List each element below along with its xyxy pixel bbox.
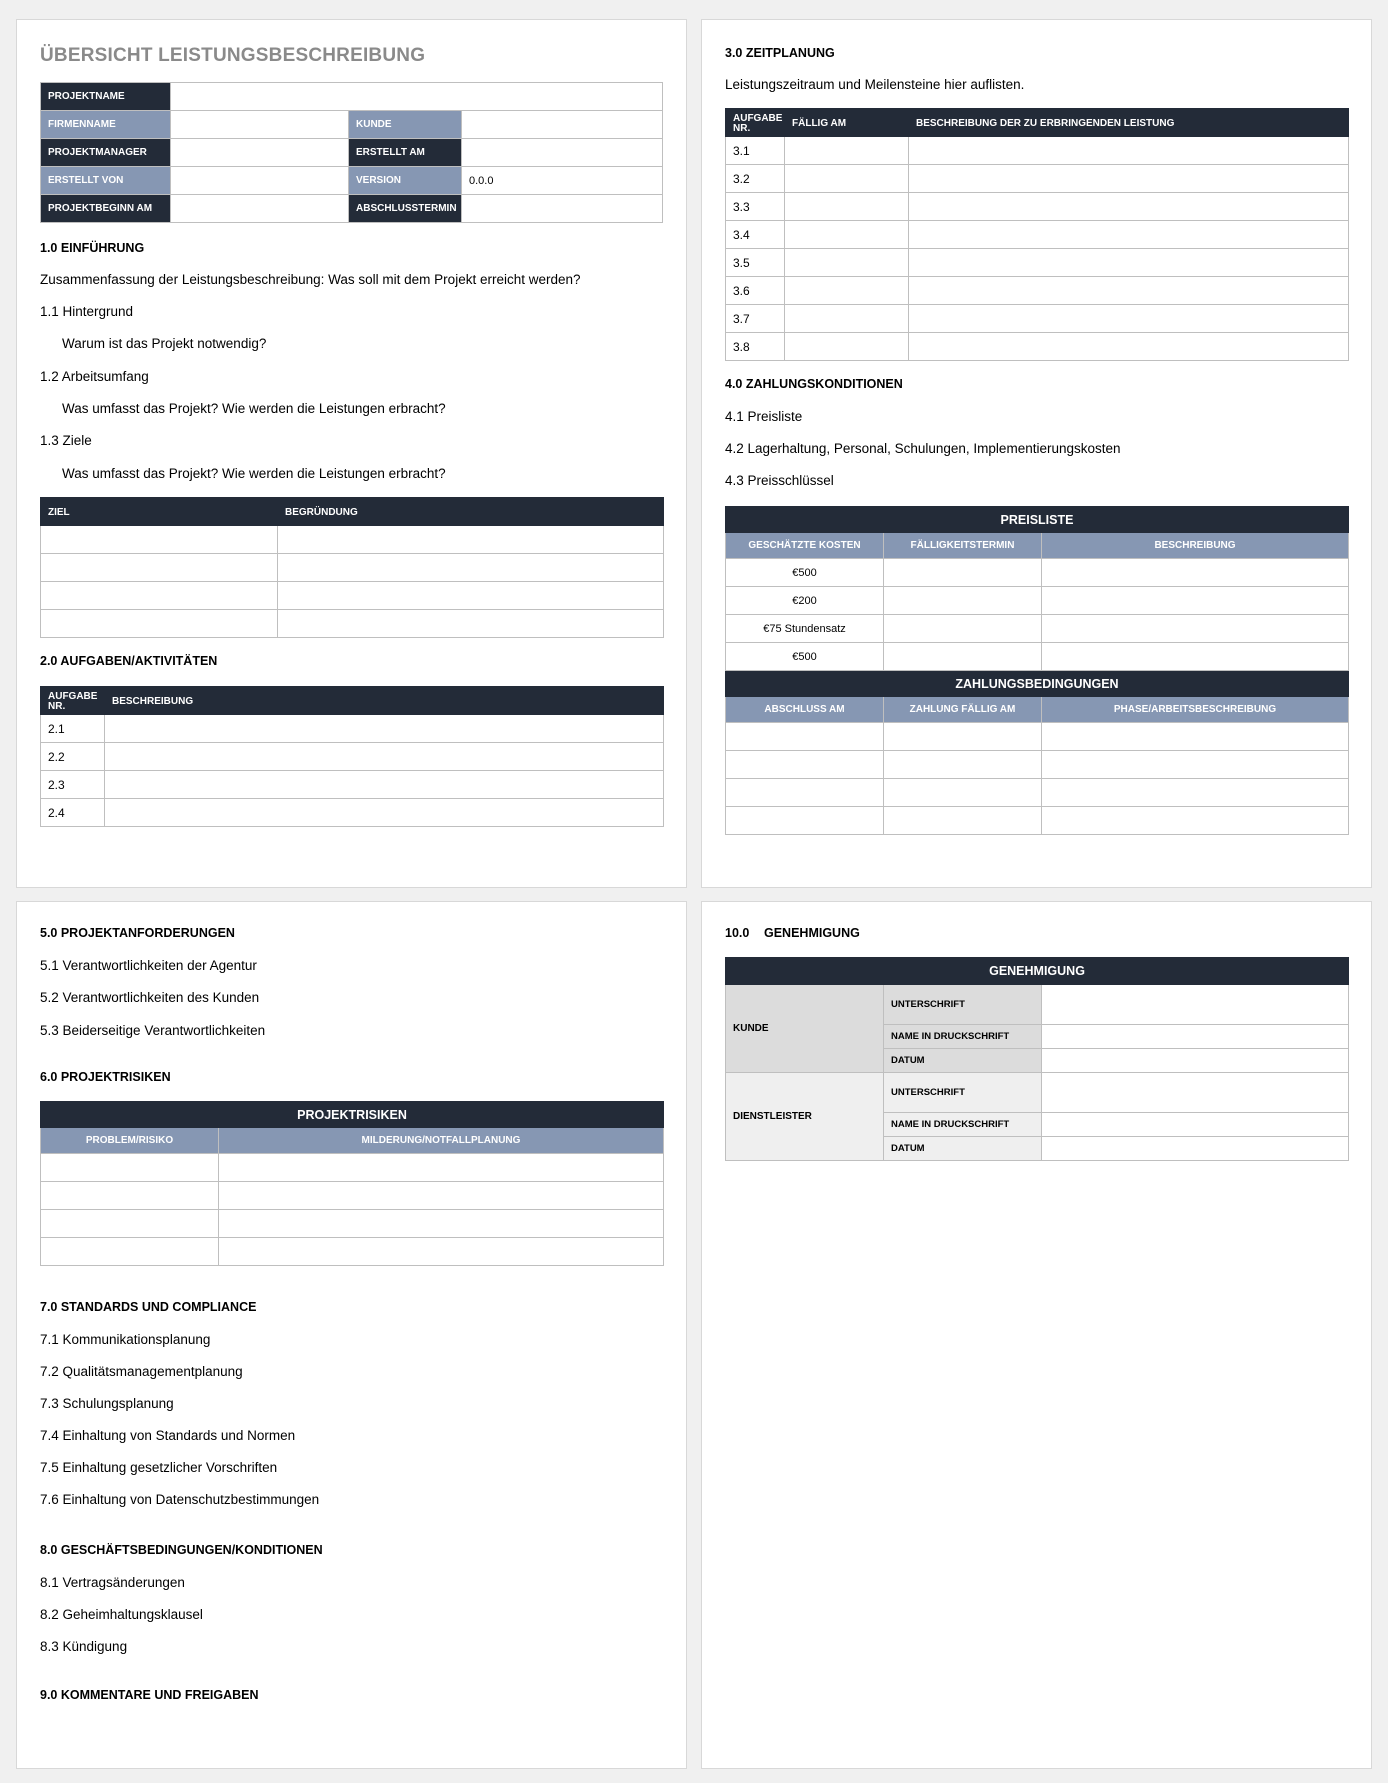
section-1-1-heading: 1.1 Hintergrund (40, 304, 134, 319)
risk-cell[interactable] (219, 1210, 664, 1238)
schedule-cell[interactable] (909, 305, 1349, 333)
schedule-cell[interactable] (909, 193, 1349, 221)
price-cell[interactable] (884, 615, 1042, 643)
price-cell[interactable] (1042, 615, 1349, 643)
section-4-3-heading: 4.3 Preisschlüssel (725, 473, 834, 488)
kunde-date-field[interactable] (1042, 1049, 1349, 1073)
section-1-2-heading: 1.2 Arbeitsumfang (40, 369, 149, 384)
tasks-table (40, 686, 664, 827)
task-description[interactable] (105, 715, 664, 743)
section-10-number: 10.0 (725, 926, 750, 940)
price-cell[interactable] (884, 643, 1042, 671)
section-5-1: 5.1 Verantwortlichkeiten der Agentur (40, 958, 257, 973)
section-2-heading: 2.0 AUFGABEN/AKTIVITÄTEN (40, 654, 218, 668)
schedule-cell[interactable] (785, 221, 909, 249)
task-number: 2.2 (41, 743, 105, 771)
label-erstellt-am: ERSTELLT AM (349, 139, 462, 167)
label-kunde: KUNDE (349, 111, 462, 139)
goals-cell[interactable] (41, 582, 278, 610)
schedule-cell[interactable] (785, 165, 909, 193)
section-7-item: 7.3 Schulungsplanung (40, 1396, 174, 1411)
payment-cell[interactable] (884, 779, 1042, 807)
section-3-text: Leistungszeitraum und Meilensteine hier auflisten. (725, 77, 1025, 92)
schedule-cell[interactable] (785, 333, 909, 361)
section-1-heading: 1.0 EINFÜHRUNG (40, 241, 145, 255)
risk-col-problem: PROBLEM/RISIKO (41, 1128, 219, 1154)
version-field[interactable]: 0.0.0 (462, 167, 663, 195)
schedule-cell[interactable] (909, 221, 1349, 249)
schedule-number: 3.6 (726, 277, 785, 305)
kunde-name-field[interactable] (1042, 1025, 1349, 1049)
price-col-termin: FÄLLIGKEITSTERMIN (884, 533, 1042, 559)
price-col-beschreibung: BESCHREIBUNG (1042, 533, 1349, 559)
price-cell[interactable] (1042, 643, 1349, 671)
label-name-druckschrift: NAME IN DRUCKSCHRIFT (884, 1025, 1042, 1049)
price-value: €500 (726, 643, 884, 671)
section-7-item: 7.1 Kommunikationsplanung (40, 1332, 211, 1347)
schedule-number: 3.7 (726, 305, 785, 333)
approval-party-dienstleister: DIENSTLEISTER (726, 1073, 884, 1161)
section-1-3-text: Was umfasst das Projekt? Wie werden die Leistungen erbracht? (62, 466, 446, 481)
section-1-2-text: Was umfasst das Projekt? Wie werden die Leistungen erbracht? (62, 401, 446, 416)
schedule-number: 3.4 (726, 221, 785, 249)
payment-cell[interactable] (884, 807, 1042, 835)
schedule-col-nr: AUFGABE NR. (726, 109, 785, 137)
payment-col-phase: PHASE/ARBEITSBESCHREIBUNG (1042, 697, 1349, 723)
price-table (725, 506, 1349, 835)
section-8-item: 8.1 Vertragsänderungen (40, 1575, 185, 1590)
goals-cell[interactable] (278, 610, 664, 638)
price-value: €200 (726, 587, 884, 615)
label-unterschrift: UNTERSCHRIFT (884, 985, 1042, 1025)
payment-col-abschluss: ABSCHLUSS AM (726, 697, 884, 723)
risk-table-title: PROJEKTRISIKEN (41, 1102, 664, 1128)
schedule-cell[interactable] (785, 249, 909, 277)
risk-cell[interactable] (219, 1182, 664, 1210)
goals-cell[interactable] (41, 554, 278, 582)
project-info-table (40, 82, 663, 223)
risk-cell[interactable] (41, 1238, 219, 1266)
section-6-heading: 6.0 PROJEKTRISIKEN (40, 1070, 171, 1084)
payment-col-zahlung: ZAHLUNG FÄLLIG AM (884, 697, 1042, 723)
kunde-signature-field[interactable] (1042, 985, 1349, 1025)
section-5-3: 5.3 Beiderseitige Verantwortlichkeiten (40, 1023, 266, 1038)
price-value: €75 Stundensatz (726, 615, 884, 643)
schedule-col-faellig: FÄLLIG AM (785, 109, 909, 137)
goals-col-ziel: ZIEL (41, 498, 278, 526)
goals-cell[interactable] (278, 526, 664, 554)
dienstleister-signature-field[interactable] (1042, 1073, 1349, 1113)
payment-cell[interactable] (1042, 807, 1349, 835)
section-1-text: Zusammenfassung der Leistungsbeschreibung: Was soll mit dem Projekt erreicht werden? (40, 272, 581, 287)
label-unterschrift: UNTERSCHRIFT (884, 1073, 1042, 1113)
goals-cell[interactable] (41, 526, 278, 554)
task-description[interactable] (105, 799, 664, 827)
label-name-druckschrift: NAME IN DRUCKSCHRIFT (884, 1113, 1042, 1137)
approval-party-kunde: KUNDE (726, 985, 884, 1073)
price-value: €500 (726, 559, 884, 587)
task-description[interactable] (105, 743, 664, 771)
section-9-heading: 9.0 KOMMENTARE UND FREIGABEN (40, 1688, 259, 1702)
approval-table-title: GENEHMIGUNG (726, 958, 1349, 985)
schedule-cell[interactable] (785, 277, 909, 305)
payment-table-title: ZAHLUNGSBEDINGUNGEN (726, 671, 1349, 697)
goals-table (40, 497, 664, 638)
goals-col-begruendung: BEGRÜNDUNG (278, 498, 664, 526)
schedule-cell[interactable] (909, 333, 1349, 361)
section-1-3-heading: 1.3 Ziele (40, 433, 92, 448)
task-number: 2.3 (41, 771, 105, 799)
price-col-kosten: GESCHÄTZTE KOSTEN (726, 533, 884, 559)
section-5-heading: 5.0 PROJEKTANFORDERUNGEN (40, 926, 235, 940)
section-7-item: 7.5 Einhaltung gesetzlicher Vorschriften (40, 1460, 278, 1475)
schedule-cell[interactable] (909, 137, 1349, 165)
schedule-col-beschreibung: BESCHREIBUNG DER ZU ERBRINGENDEN LEISTUNG (909, 109, 1349, 137)
payment-cell[interactable] (1042, 723, 1349, 751)
tasks-col-nr: AUFGABE NR. (41, 687, 105, 715)
document-page-1 (16, 19, 687, 888)
goals-cell[interactable] (41, 610, 278, 638)
document-page-2 (701, 19, 1372, 888)
section-7-item: 7.2 Qualitätsmanagementplanung (40, 1364, 243, 1379)
firmenname-field[interactable] (171, 111, 349, 139)
schedule-number: 3.3 (726, 193, 785, 221)
erstellt-von-field[interactable] (171, 167, 349, 195)
price-table-title: PREISLISTE (726, 507, 1349, 533)
price-cell[interactable] (884, 587, 1042, 615)
payment-cell[interactable] (726, 751, 884, 779)
section-7-item: 7.4 Einhaltung von Standards und Normen (40, 1428, 296, 1443)
goals-cell[interactable] (278, 554, 664, 582)
payment-cell[interactable] (1042, 751, 1349, 779)
schedule-table (725, 108, 1349, 361)
payment-cell[interactable] (1042, 779, 1349, 807)
dienstleister-name-field[interactable] (1042, 1113, 1349, 1137)
section-8-item: 8.3 Kündigung (40, 1639, 128, 1654)
label-projektbeginn: PROJEKTBEGINN AM (41, 195, 171, 223)
erstellt-am-field[interactable] (462, 139, 663, 167)
risk-cell[interactable] (41, 1154, 219, 1182)
label-datum: DATUM (884, 1049, 1042, 1073)
projektmanager-field[interactable] (171, 139, 349, 167)
section-8-heading: 8.0 GESCHÄFTSBEDINGUNGEN/KONDITIONEN (40, 1543, 323, 1557)
schedule-cell[interactable] (785, 305, 909, 333)
task-number: 2.1 (41, 715, 105, 743)
price-cell[interactable] (884, 559, 1042, 587)
risk-cell[interactable] (41, 1182, 219, 1210)
kunde-field[interactable] (462, 111, 663, 139)
schedule-cell[interactable] (909, 249, 1349, 277)
projektbeginn-field[interactable] (171, 195, 349, 223)
risk-table (40, 1101, 664, 1266)
projektname-field[interactable] (171, 83, 663, 111)
section-4-heading: 4.0 ZAHLUNGSKONDITIONEN (725, 377, 903, 391)
price-cell[interactable] (1042, 587, 1349, 615)
abschlusstermin-field[interactable] (462, 195, 663, 223)
schedule-number: 3.5 (726, 249, 785, 277)
section-4-2-heading: 4.2 Lagerhaltung, Personal, Schulungen, Implementierungskosten (725, 441, 1121, 456)
payment-cell[interactable] (884, 723, 1042, 751)
section-8-item: 8.2 Geheimhaltungsklausel (40, 1607, 203, 1622)
tasks-col-beschreibung: BESCHREIBUNG (105, 687, 664, 715)
document-page-3 (16, 901, 687, 1769)
task-number: 2.4 (41, 799, 105, 827)
label-projektmanager: PROJEKTMANAGER (41, 139, 171, 167)
schedule-number: 3.2 (726, 165, 785, 193)
schedule-cell[interactable] (785, 137, 909, 165)
schedule-cell[interactable] (909, 165, 1349, 193)
section-7-heading: 7.0 STANDARDS UND COMPLIANCE (40, 1300, 257, 1314)
document-page-4 (701, 901, 1372, 1769)
schedule-cell[interactable] (785, 193, 909, 221)
price-cell[interactable] (1042, 559, 1349, 587)
schedule-number: 3.8 (726, 333, 785, 361)
payment-cell[interactable] (726, 807, 884, 835)
section-5-2: 5.2 Verantwortlichkeiten des Kunden (40, 990, 260, 1005)
payment-cell[interactable] (726, 779, 884, 807)
label-projektname: PROJEKTNAME (41, 83, 171, 111)
section-3-heading: 3.0 ZEITPLANUNG (725, 46, 835, 60)
section-1-1-text: Warum ist das Projekt notwendig? (62, 336, 267, 351)
label-erstellt-von: ERSTELLT VON (41, 167, 171, 195)
risk-cell[interactable] (219, 1238, 664, 1266)
label-version: VERSION (349, 167, 462, 195)
schedule-number: 3.1 (726, 137, 785, 165)
label-firmenname: FIRMENNAME (41, 111, 171, 139)
dienstleister-date-field[interactable] (1042, 1137, 1349, 1161)
risk-cell[interactable] (41, 1210, 219, 1238)
label-datum: DATUM (884, 1137, 1042, 1161)
label-abschlusstermin: ABSCHLUSSTERMIN (349, 195, 462, 223)
task-description[interactable] (105, 771, 664, 799)
section-7-item: 7.6 Einhaltung von Datenschutzbestimmungen (40, 1492, 320, 1507)
payment-cell[interactable] (726, 723, 884, 751)
goals-cell[interactable] (278, 582, 664, 610)
document-title: ÜBERSICHT LEISTUNGSBESCHREIBUNG (40, 45, 426, 66)
section-10-heading: GENEHMIGUNG (764, 926, 860, 940)
payment-cell[interactable] (884, 751, 1042, 779)
section-4-1-heading: 4.1 Preisliste (725, 409, 803, 424)
approval-table (725, 957, 1349, 1161)
schedule-cell[interactable] (909, 277, 1349, 305)
risk-cell[interactable] (219, 1154, 664, 1182)
risk-col-milderung: MILDERUNG/NOTFALLPLANUNG (219, 1128, 664, 1154)
